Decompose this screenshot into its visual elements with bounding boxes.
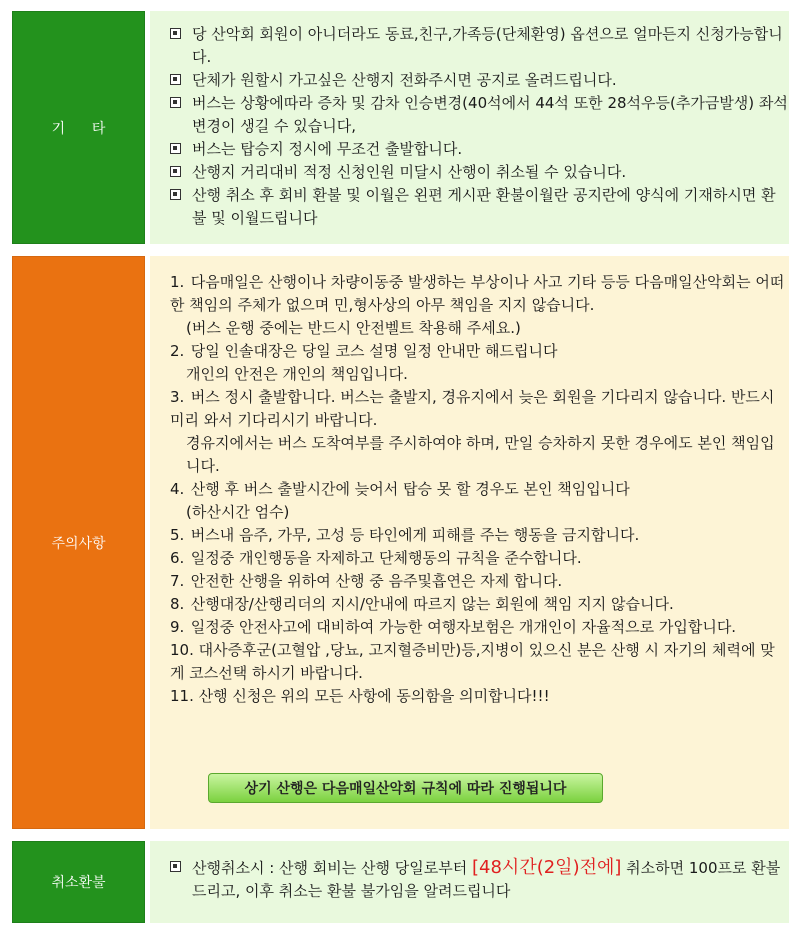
list-item: 8. 산행대장/산행리더의 지시/안내에 따르지 않는 회원에 책임 지지 않습니다. [170,595,674,613]
list-item: 1. 다음매일은 산행이나 차량이동중 발생하는 부상이나 사고 기타 등등 다음매일산악회는 어떠한 책임의 주체가 없으며 민,형사상의 아무 책임을 지지 않습니다. (버스 운행 중에는 반드시 안전벨트 착용해 주세요.) [170,273,785,337]
list-item: 버스는 탑승지 정시에 무조건 출발합니다. [170,138,789,161]
list-item: 6. 일정중 개인행동을 자제하고 단체행동의 규칙을 준수합니다. [170,549,582,567]
caution-label: 주의사항 [12,256,145,829]
checkbox-bullet-icon [170,97,181,108]
etc-list [150,11,789,230]
list-item: 산행취소시 : 산행 회비는 산행 당일로부터 [48시간(2일)전에] 취소하면 100프로 환불드리고, 이후 취소는 환불 불가임을 알려드립니다 [170,856,789,903]
checkbox-bullet-icon [170,166,181,177]
list-item: 4. 산행 후 버스 출발시간에 늦어서 탑승 못 할 경우도 본인 책임입니다 (하산시간 엄수) [170,480,630,521]
list-item: 산행 취소 후 회비 환불 및 이월은 왼편 게시판 환불이월란 공지란에 양식에 기재하시면 환불 및 이월드립니다 [170,184,789,230]
checkbox-bullet-icon [170,189,181,200]
refund-deadline-highlight: [48시간(2일)전에] [472,857,622,878]
checkbox-bullet-icon [170,861,181,872]
refund-text [150,841,789,903]
checkbox-bullet-icon [170,74,181,85]
caution-list [150,256,789,708]
list-item: 9. 일정중 안전사고에 대비하여 가능한 여행자보험은 개개인이 자율적으로 가입합니다. [170,618,737,636]
list-item: 단체가 원할시 가고싶은 산행지 전화주시면 공지로 올려드립니다. [170,69,789,92]
rules-notice-button: 상기 산행은 다음매일산악회 규칙에 따라 진행됩니다 [208,773,603,803]
list-item: 10. 대사증후군(고혈압 ,당뇨, 고지혈증비만)등,지병이 있으신 분은 산행 시 자기의 체력에 맞게 코스선택 하시기 바랍니다. [170,641,775,682]
list-item: 5. 버스내 음주, 가무, 고성 등 타인에게 피해를 주는 행동을 금지합니다. [170,526,640,544]
list-item: 산행지 거리대비 적정 신청인원 미달시 산행이 취소될 수 있습니다. [170,161,789,184]
list-item: 7. 안전한 산행을 위하여 산행 중 음주및흡연은 자제 합니다. [170,572,563,590]
list-item: 버스는 상황에따라 증차 및 감차 인승변경(40석에서 44석 또한 28석우등(추가금발생) 좌석 변경이 생길 수 있습니다, [170,92,789,138]
list-item: 3. 버스 정시 출발합니다. 버스는 출발지, 경유지에서 늦은 회원을 기다리지 않습니다. 반드시 미리 와서 기다리시기 바랍니다. 경유지에서는 버스 도착여부를 주시하여야 하며, 만일 승차하지 못한 경우에도 본인 책임입니다. [170,388,775,475]
refund-section [0,841,800,923]
refund-content [150,841,789,923]
etc-section [0,11,800,244]
caution-section [0,256,800,829]
checkbox-bullet-icon [170,28,181,39]
list-item: 11. 산행 신청은 위의 모든 사항에 동의함을 의미합니다!!! [170,687,550,705]
list-item: 2. 당일 인솔대장은 당일 코스 설명 일정 안내만 해드립니다 개인의 안전은 개인의 책임입니다. [170,342,558,383]
etc-label: 기 타 [12,11,145,244]
checkbox-bullet-icon [170,143,181,154]
caution-content [150,256,789,829]
refund-label: 취소환불 [12,841,145,923]
etc-content [150,11,789,244]
list-item: 당 산악회 회원이 아니더라도 동료,친구,가족등(단체환영) 옵션으로 얼마든지 신청가능합니다. [170,23,789,69]
